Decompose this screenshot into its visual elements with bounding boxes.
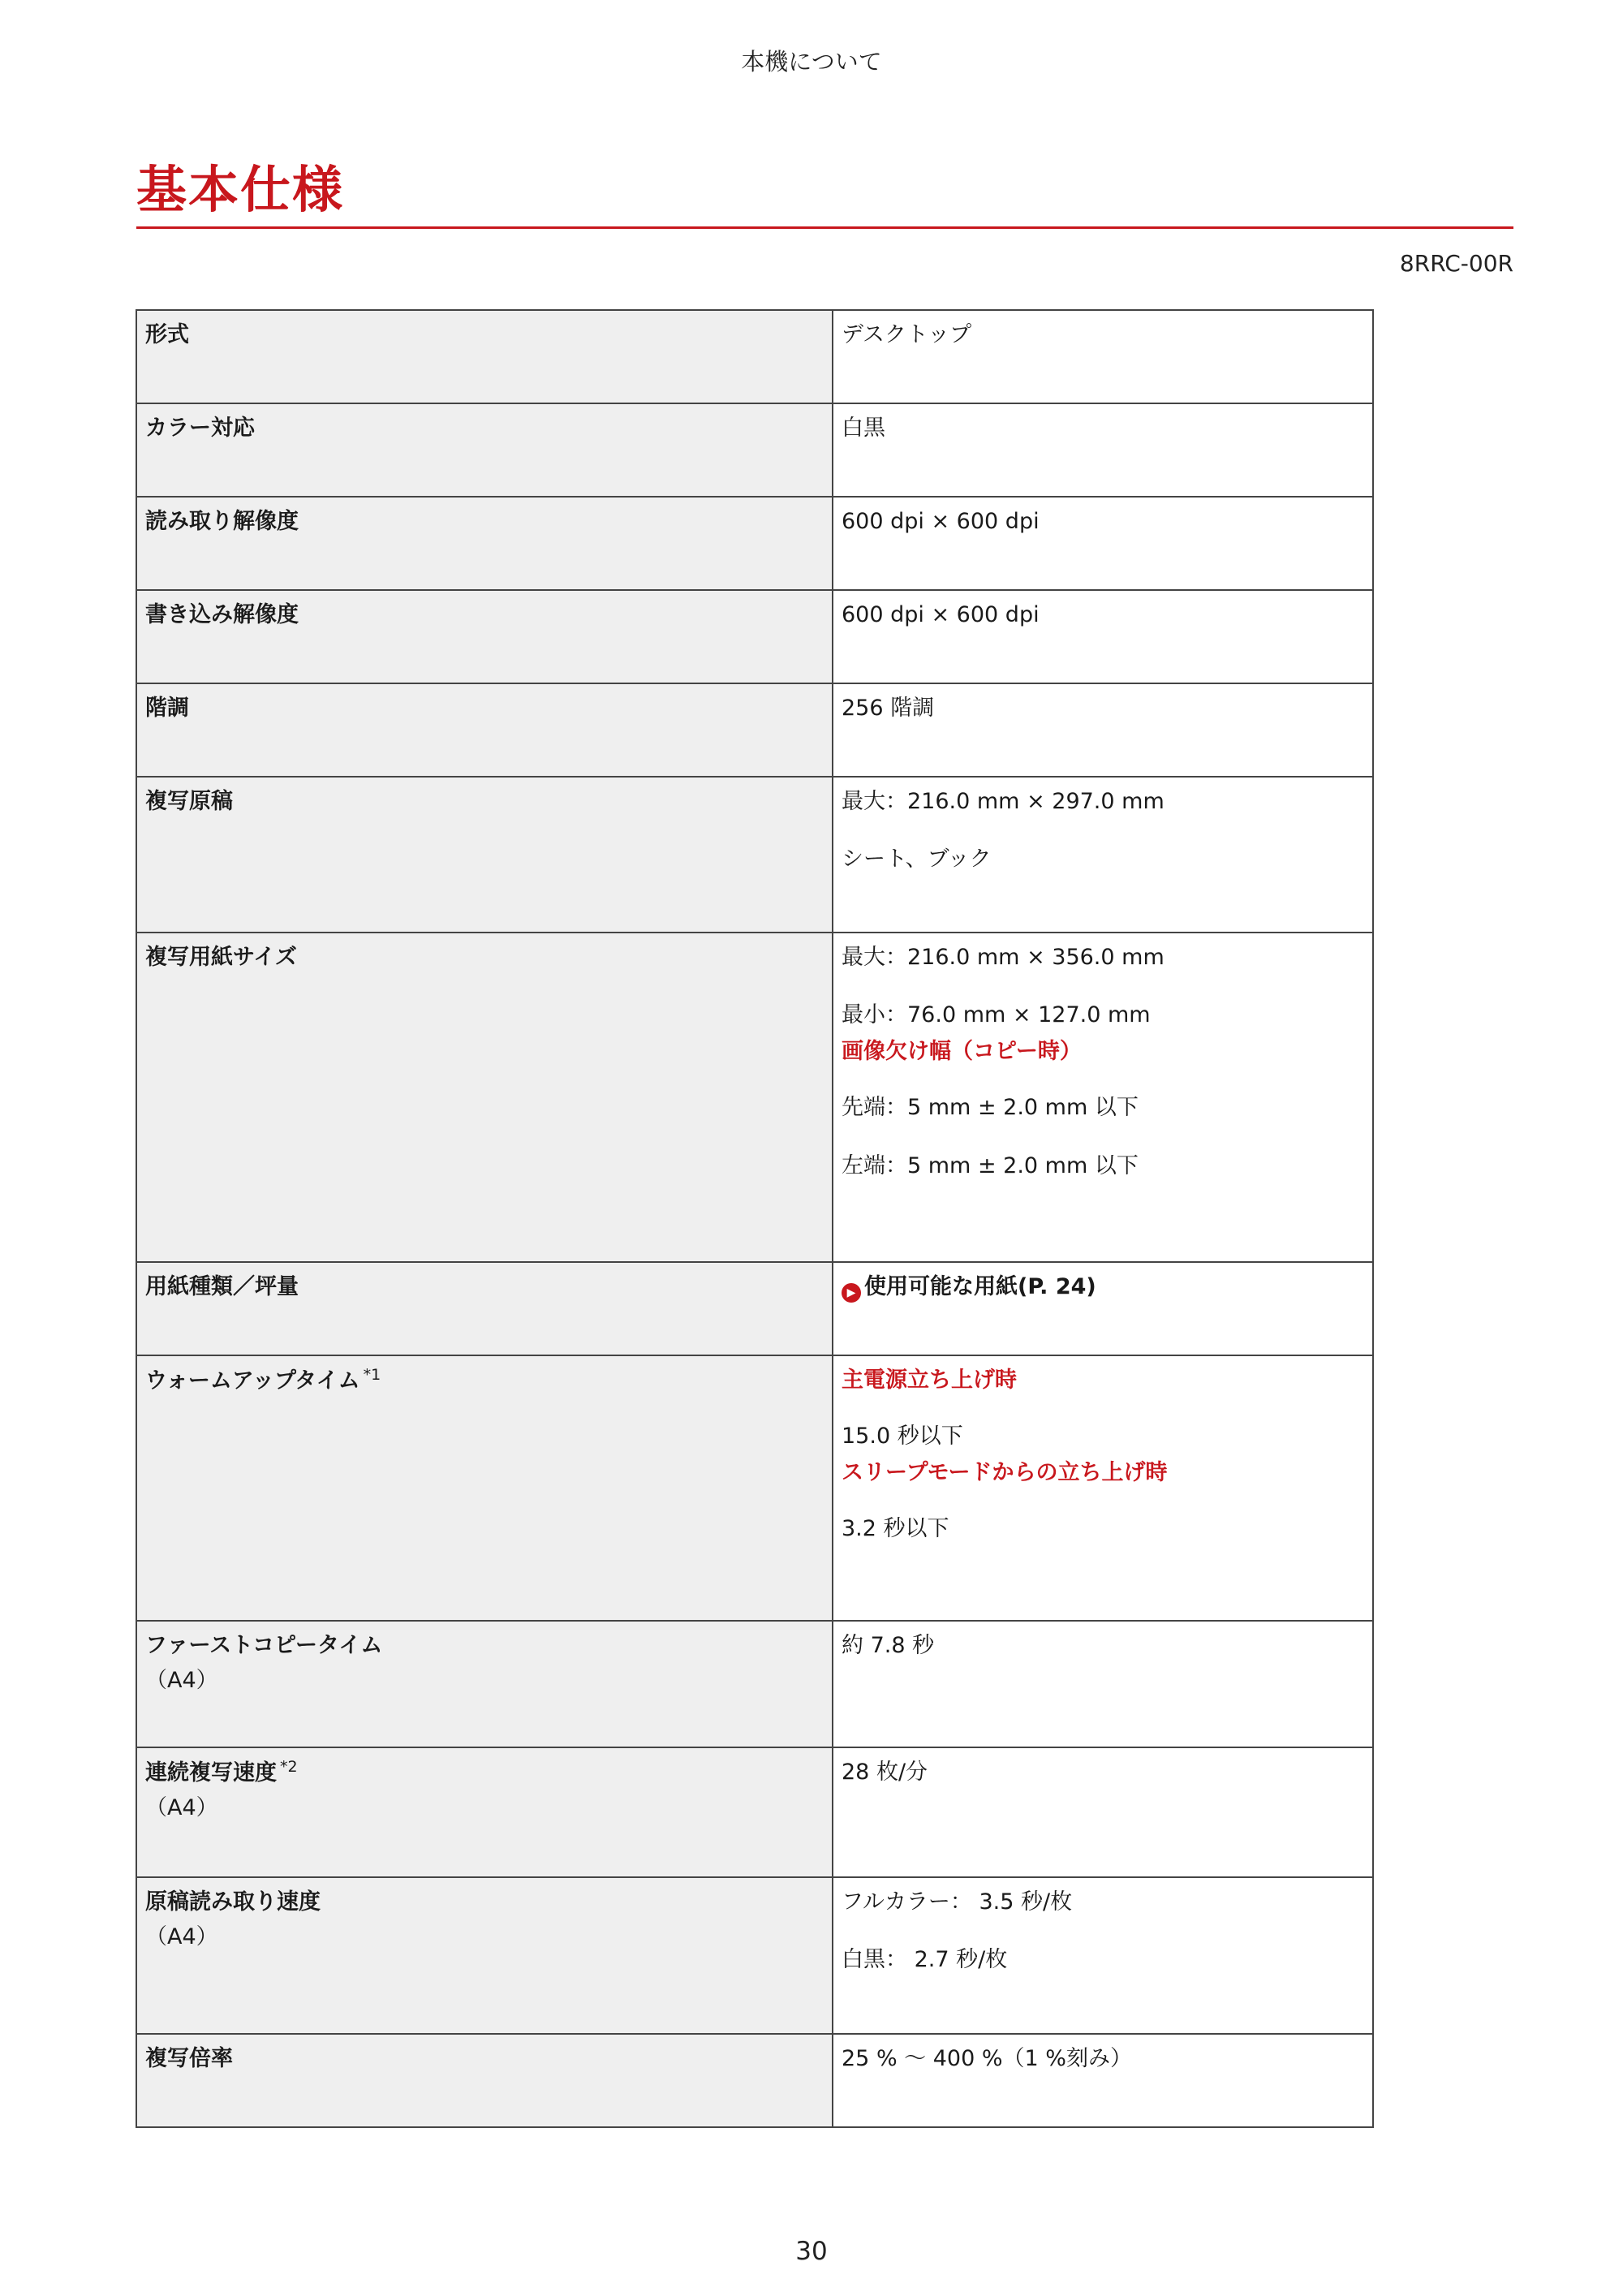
- row-value-cell: [833, 1747, 1373, 1877]
- table-row: [136, 1877, 1373, 2034]
- row-label-sub: （A4）: [145, 1668, 218, 1694]
- row-value: 白黒: [842, 416, 885, 441]
- row-label-cell: [136, 933, 833, 1262]
- row-value-cell: [833, 683, 1373, 777]
- link-text: 使用可能な用紙(P. 24): [864, 1274, 1096, 1299]
- row-label-cell: [136, 1877, 833, 2034]
- row-label-cell: [136, 497, 833, 590]
- row-label-cell: [136, 777, 833, 933]
- row-label: 階調: [145, 696, 189, 721]
- row-label: 形式: [145, 322, 189, 347]
- row-value: 25 % ～ 400 %（1 %刻み）: [842, 2046, 1132, 2071]
- row-value: 3.2 秒以下: [842, 1516, 949, 1542]
- running-header: 本機について: [741, 48, 882, 75]
- row-label-cell: [136, 1355, 833, 1621]
- row-value: 256 階調: [842, 696, 935, 721]
- row-label-sub: （A4）: [145, 1795, 218, 1821]
- row-label-cell: [136, 1621, 833, 1747]
- row-label-cell: [136, 1747, 833, 1877]
- table-row: [136, 590, 1373, 683]
- row-value-cell: [833, 310, 1373, 403]
- table-row: [136, 1355, 1373, 1621]
- table-row: [136, 1747, 1373, 1877]
- row-label: 原稿読み取り速度: [145, 1889, 321, 1915]
- row-label-cell: [136, 310, 833, 403]
- link-arrow-icon: ▶: [842, 1283, 861, 1303]
- row-value: 最小：76.0 mm × 127.0 mm: [842, 1002, 1151, 1028]
- row-value-cell: [833, 1262, 1373, 1355]
- row-label: 読み取り解像度: [145, 509, 299, 534]
- row-value-cell: [833, 2034, 1373, 2127]
- row-value: 600 dpi × 600 dpi: [842, 509, 1040, 534]
- row-value: 左端：5 mm ± 2.0 mm 以下: [842, 1152, 1139, 1178]
- row-value-cell: [833, 1877, 1373, 2034]
- row-label: 連続複写速度: [145, 1760, 277, 1786]
- footnote-ref: *1: [363, 1366, 381, 1384]
- row-label-cell: [136, 590, 833, 683]
- value-heading: スリープモードからの立ち上げ時: [842, 1460, 1168, 1486]
- row-label-cell: [136, 1262, 833, 1355]
- row-label: ファーストコピータイム: [145, 1633, 383, 1658]
- row-label: 複写用紙サイズ: [145, 945, 297, 970]
- row-value: 約 7.8 秒: [842, 1633, 935, 1658]
- value-heading: 主電源立ち上げ時: [842, 1368, 1017, 1393]
- table-row: [136, 1621, 1373, 1747]
- row-label-cell: [136, 683, 833, 777]
- row-value-cell: [833, 1355, 1373, 1621]
- row-label-cell: [136, 403, 833, 497]
- row-value: フルカラー： 3.5 秒/枚: [842, 1889, 1073, 1915]
- footnote-ref: *2: [280, 1758, 298, 1776]
- row-value-cell: [833, 933, 1373, 1262]
- spec-table: [136, 309, 1374, 2128]
- row-label: カラー対応: [145, 416, 255, 441]
- row-value: 白黒： 2.7 秒/枚: [842, 1947, 1008, 1973]
- row-value-cell: [833, 590, 1373, 683]
- row-label: 書き込み解像度: [145, 602, 299, 627]
- page-number: 30: [795, 2237, 828, 2266]
- row-value: 15.0 秒以下: [842, 1424, 963, 1450]
- table-row: [136, 310, 1373, 403]
- row-label: ウォームアップタイム: [145, 1368, 360, 1394]
- row-value-cell: [833, 497, 1373, 590]
- row-label-cell: [136, 2034, 833, 2127]
- table-row: [136, 1262, 1373, 1355]
- row-value-cell: [833, 777, 1373, 933]
- table-row: [136, 777, 1373, 933]
- row-label: 用紙種類／坪量: [145, 1274, 299, 1299]
- table-row: [136, 497, 1373, 590]
- page-title: 基本仕様: [136, 160, 345, 219]
- row-value: 28 枚/分: [842, 1760, 928, 1785]
- row-value: 最大：216.0 mm × 297.0 mm: [842, 789, 1165, 814]
- table-row: [136, 933, 1373, 1262]
- value-heading: 画像欠け幅（コピー時）: [842, 1039, 1082, 1065]
- row-value: 600 dpi × 600 dpi: [842, 602, 1040, 627]
- row-label: 複写倍率: [145, 2046, 233, 2071]
- paper-link[interactable]: [842, 1274, 1096, 1299]
- row-label-sub: （A4）: [145, 1924, 218, 1950]
- title-block: [136, 161, 1513, 229]
- row-value: シート、ブック: [842, 846, 992, 872]
- row-label: 複写原稿: [145, 789, 233, 814]
- document-code: 8RRC-00R: [1399, 250, 1513, 277]
- row-value: 最大：216.0 mm × 356.0 mm: [842, 945, 1165, 970]
- table-row: [136, 2034, 1373, 2127]
- row-value-cell: [833, 403, 1373, 497]
- table-row: [136, 403, 1373, 497]
- row-value-cell: [833, 1621, 1373, 1747]
- row-value: デスクトップ: [842, 322, 972, 347]
- row-value: 先端：5 mm ± 2.0 mm 以下: [842, 1095, 1139, 1121]
- table-row: [136, 683, 1373, 777]
